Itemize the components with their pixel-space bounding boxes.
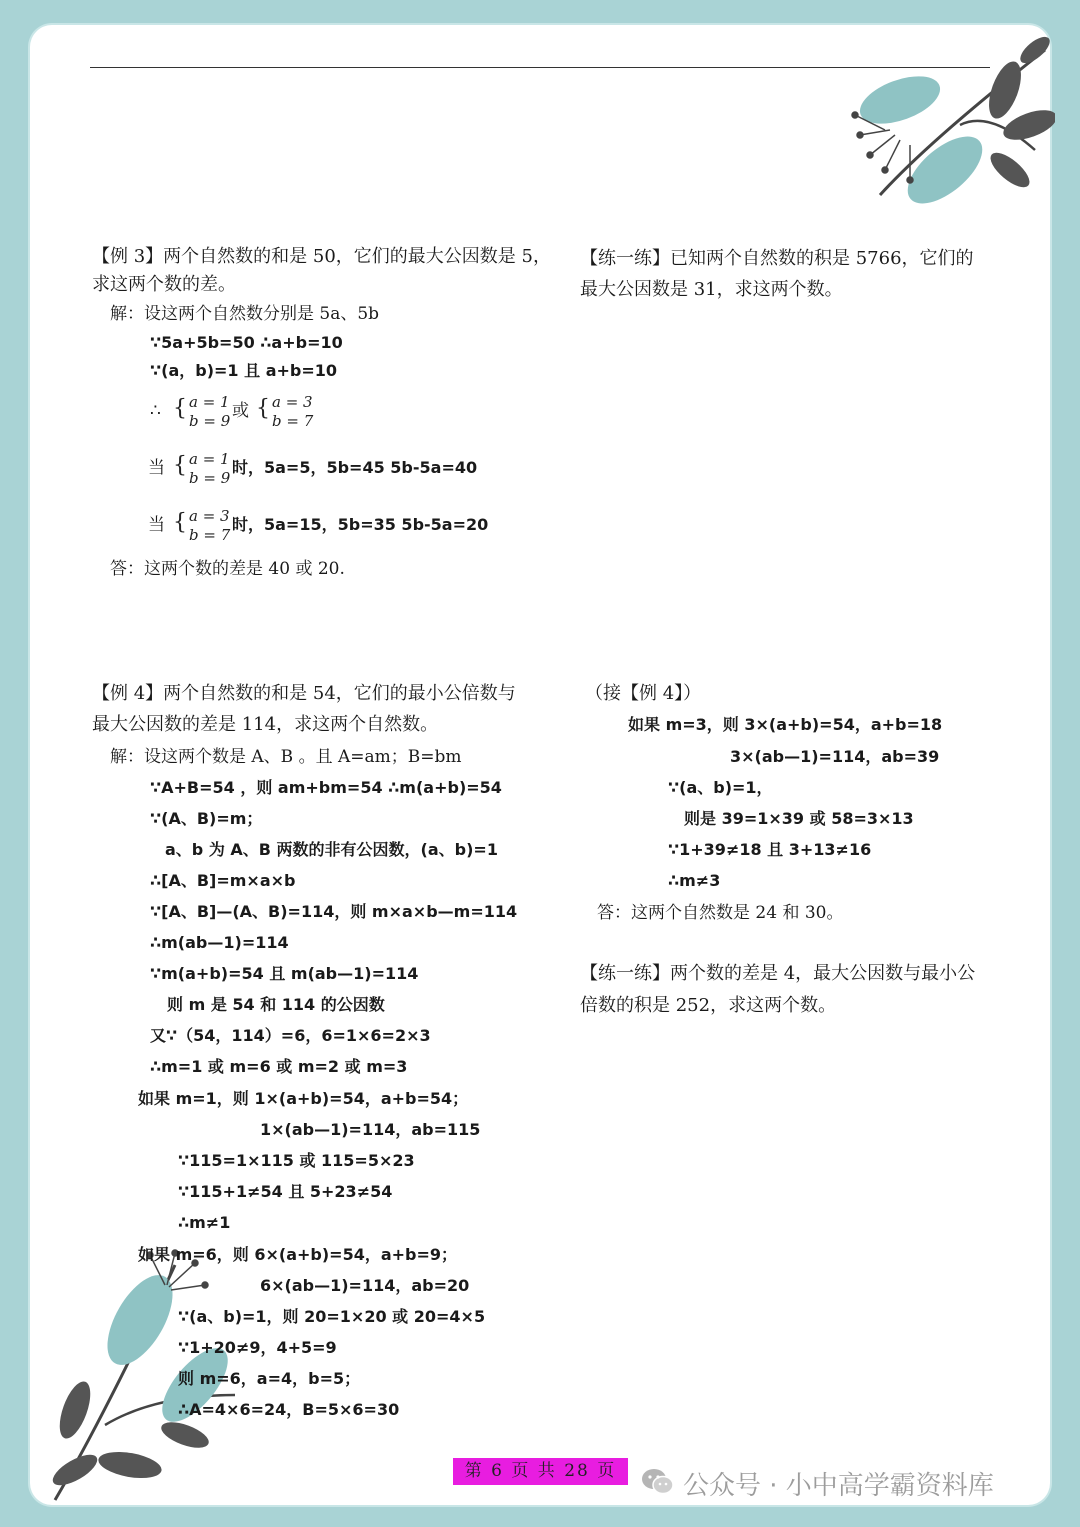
practice1-line1: 【练一练】已知两个自然数的积是 5766，它们的: [580, 248, 974, 269]
ex4-step-22: ∴A=4×6=24，B=5×6=30: [178, 1400, 400, 1419]
ex3-system-c: [189, 450, 230, 488]
ex4-step-20: ∵1+20≠9，4+5=9: [178, 1338, 337, 1357]
ex3-system-d-top: a = 3: [189, 507, 230, 525]
ex3-question-line2: 求这两个数的差。: [92, 274, 236, 295]
ex4-step-11: ∴m=1 或 m=6 或 m=2 或 m=3: [150, 1057, 408, 1076]
ex4cont-line-5: ∵1+39≠18 且 3+13≠16: [668, 840, 872, 859]
ex3-step-sum: ∵5a+5b=50 ∴a+b=10: [150, 333, 343, 352]
ex3-system-d-bottom: b = 7: [189, 526, 231, 544]
ex3-system-a-top: a = 1: [189, 393, 230, 411]
ex4cont-line-2: 3×(ab—1)=114，ab=39: [730, 747, 940, 766]
ex3-system-b-bottom: b = 7: [272, 412, 314, 430]
ex4-step-7: ∴m(ab—1)=114: [150, 933, 289, 952]
ex4-step-9: 则 m 是 54 和 114 的公因数: [167, 995, 385, 1014]
practice2-line1: 【练一练】两个数的差是 4，最大公因数与最小公: [580, 963, 976, 984]
floral-decoration-top-right: [840, 30, 1055, 210]
ex4-step-18: 6×(ab—1)=114，ab=20: [260, 1276, 470, 1295]
ex4-step-8: ∵m(a+b)=54 且 m(ab—1)=114: [150, 964, 419, 983]
ex4-step-16: ∴m≠1: [178, 1213, 231, 1232]
ex3-case-2: 时，5a=15，5b=35 5b-5a=20: [232, 515, 489, 534]
ex4-step-2: ∵A+B=54 ，则 am+bm=54 ∴m(a+b)=54: [150, 778, 502, 797]
watermark-text: 公众号 · 小中高学霸资料库: [683, 1471, 994, 1501]
practice2-line2: 倍数的积是 252，求这两个数。: [580, 995, 837, 1016]
ex4cont-answer: 答：这两个自然数是 24 和 30。: [597, 903, 844, 923]
ex4-step-14: ∵115=1×115 或 115=5×23: [178, 1151, 415, 1170]
ex4-question-line2: 最大公因数的差是 114，求这两个自然数。: [92, 714, 439, 735]
ex3-system-d: [189, 507, 230, 545]
ex3-when-1: 当: [148, 458, 165, 478]
ex3-system-a: [189, 393, 230, 431]
ex4-question-line1: 【例 4】两个自然数的和是 54，它们的最小公倍数与: [92, 683, 516, 704]
ex4-step-21: 则 m=6，a=4，b=5；: [178, 1369, 361, 1388]
ex4-step-12: 如果 m=1，则 1×(a+b)=54，a+b=54；: [138, 1089, 469, 1108]
ex4-step-5: ∴[A、B]=m×a×b: [150, 871, 296, 890]
ex4-step-6: ∵[A、B]—(A、B)=114，则 m×a×b—m=114: [150, 902, 518, 921]
ex3-when-2: 当: [148, 515, 165, 535]
ex3-system-b-top: a = 3: [272, 393, 313, 411]
ex4-step-10: 又∵（54，114）=6，6=1×6=2×3: [150, 1026, 431, 1045]
ex3-brace-a: {: [173, 396, 187, 421]
ex3-system-c-bottom: b = 9: [189, 469, 231, 487]
ex4-step-1: 解：设这两个数是 A、B 。且 A=am；B=bm: [110, 747, 462, 767]
ex3-therefore-symbol: ∴: [150, 401, 161, 421]
ex3-or: 或: [232, 401, 249, 421]
practice1-line2: 最大公因数是 31，求这两个数。: [580, 279, 843, 300]
ex4cont-heading: （接【例 4】）: [585, 683, 702, 704]
ex3-case-1: 时，5a=5，5b=45 5b-5a=40: [232, 458, 478, 477]
ex4-step-4: a、b 为 A、B 两数的非有公因数，(a、b)=1: [165, 840, 498, 859]
ex4-step-17: 如果 m=6，则 6×(a+b)=54，a+b=9；: [138, 1245, 458, 1264]
ex4-step-13: 1×(ab—1)=114，ab=115: [260, 1120, 481, 1139]
ex3-answer: 答：这两个数的差是 40 或 20.: [110, 559, 345, 579]
ex4cont-line-6: ∴m≠3: [668, 871, 721, 890]
ex4cont-line-3: ∵(a、b)=1，: [668, 778, 773, 797]
ex4-step-3: ∵(A、B)=m；: [150, 809, 263, 828]
ex3-system-c-top: a = 1: [189, 450, 230, 468]
ex3-brace-b: {: [256, 396, 270, 421]
ex3-step-gcd: ∵(a，b)=1 且 a+b=10: [150, 361, 338, 380]
ex4cont-line-1: 如果 m=3，则 3×(a+b)=54，a+b=18: [628, 715, 943, 734]
ex4-step-19: ∵(a、b)=1，则 20=1×20 或 20=4×5: [178, 1307, 486, 1326]
ex3-system-a-bottom: b = 9: [189, 412, 231, 430]
ex3-brace-d: {: [173, 510, 187, 535]
ex3-system-b: [272, 393, 313, 431]
page-number-badge: 第 6 页 共 28 页: [453, 1458, 628, 1485]
ex3-solution-setup: 解：设这两个自然数分别是 5a、5b: [110, 304, 380, 324]
wechat-icon: [640, 1466, 676, 1498]
ex4-step-15: ∵115+1≠54 且 5+23≠54: [178, 1182, 393, 1201]
ex3-question-line1: 【例 3】两个自然数的和是 50，它们的最大公因数是 5，: [92, 246, 551, 267]
ex3-brace-c: {: [173, 453, 187, 478]
ex4cont-line-4: 则是 39=1×39 或 58=3×13: [684, 809, 914, 828]
